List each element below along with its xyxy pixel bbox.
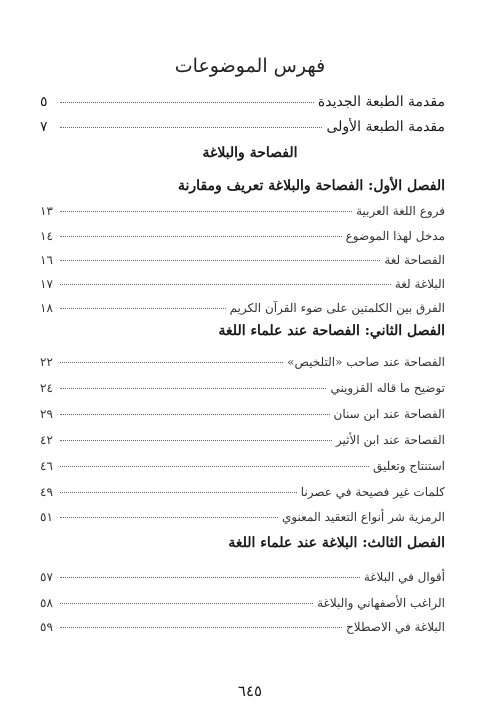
chapter-title-3: الفصل الثالث: البلاغة عند علماء اللغة [228, 535, 445, 551]
entry-page: ١٦ [40, 253, 53, 267]
leader-dots [60, 466, 369, 467]
leader-dots [60, 627, 342, 628]
page-number: ٦٤٥ [237, 682, 263, 700]
entry-text: أقوال في البلاغة [363, 570, 445, 584]
toc-entry [40, 381, 445, 395]
entry-text: فروع اللغة العربية [356, 204, 445, 218]
leader-dots [60, 517, 278, 518]
toc-entry [40, 253, 445, 267]
entry-page: ٤٢ [40, 433, 53, 447]
leader-dots [60, 603, 313, 604]
leader-dots [60, 362, 283, 363]
entry-text: الفصاحة لغة [384, 253, 445, 267]
entry-text: مقدمة الطبعة الجديدة [317, 94, 445, 110]
toc-entry [40, 570, 445, 584]
entry-page: ٥١ [40, 510, 53, 524]
leader-dots [60, 284, 391, 285]
entry-page: ١٤ [40, 229, 53, 243]
entry-page: ١٧ [40, 277, 53, 291]
page-title: فهرس الموضوعات [174, 55, 326, 77]
entry-text: الفصاحة عند ابن سنان [333, 407, 445, 421]
entry-text: البلاغة لغة [394, 277, 445, 291]
leader-dots [60, 127, 322, 128]
leader-dots [60, 388, 326, 389]
chapter-title-1: الفصل الأول: الفصاحة والبلاغة تعريف ومقارنة [178, 178, 445, 194]
section-heading: الفصاحة والبلاغة [202, 145, 298, 161]
entry-text: الفرق بين الكلمتين على ضوء القرآن الكريم [229, 301, 445, 315]
toc-entry [40, 596, 445, 610]
entry-page: ٤٦ [40, 459, 53, 473]
leader-dots [60, 492, 297, 493]
entry-page: ١٣ [40, 204, 53, 218]
entry-text: مقدمة الطبعة الأولى [326, 119, 445, 135]
toc-entry [40, 510, 445, 524]
toc-entry [40, 229, 445, 243]
leader-dots [60, 236, 342, 237]
toc-entry [40, 301, 445, 315]
entry-text: كلمات غير فصيحة في عصرنا [300, 485, 445, 499]
entry-text: استنتاج وتعليق [373, 459, 445, 473]
leader-dots [60, 440, 332, 441]
leader-dots [60, 260, 380, 261]
chapter-title-2: الفصل الثاني: الفصاحة عند علماء اللغة [218, 323, 445, 339]
entry-page: ٥٨ [40, 596, 53, 610]
entry-page: ٧ [40, 119, 48, 135]
entry-text: الراغب الأصفهاني والبلاغة [317, 596, 445, 610]
toc-entry [40, 355, 445, 369]
leader-dots [60, 211, 352, 212]
entry-text: الرمزية شر أنواع التعقيد المعنوي [281, 510, 445, 524]
entry-text: البلاغة في الاصطلاح [346, 620, 445, 634]
entry-text: الفصاحة عند صاحب «التلخيص» [287, 355, 445, 369]
entry-text: مدخل لهذا الموضوع [345, 229, 445, 243]
entry-page: ١٨ [40, 301, 53, 315]
toc-entry [40, 204, 445, 218]
entry-text: الفصاحة عند ابن الأثير [335, 433, 445, 447]
entry-page: ٥٩ [40, 620, 53, 634]
entry-page: ٥ [40, 94, 48, 110]
toc-entry-intro-first [40, 119, 445, 135]
leader-dots [60, 414, 330, 415]
toc-entry-intro-new [40, 94, 445, 110]
entry-page: ٢٤ [40, 381, 53, 395]
entry-page: ٥٧ [40, 570, 53, 584]
entry-page: ٤٩ [40, 485, 53, 499]
entry-text: توضيح ما قاله القزويني [330, 381, 445, 395]
toc-entry [40, 407, 445, 421]
toc-entry [40, 485, 445, 499]
leader-dots [60, 102, 314, 103]
leader-dots [60, 308, 226, 309]
toc-entry [40, 433, 445, 447]
toc-entry [40, 620, 445, 634]
toc-entry [40, 459, 445, 473]
leader-dots [60, 577, 360, 578]
entry-page: ٢٩ [40, 407, 53, 421]
entry-page: ٢٢ [40, 355, 53, 369]
toc-entry [40, 277, 445, 291]
